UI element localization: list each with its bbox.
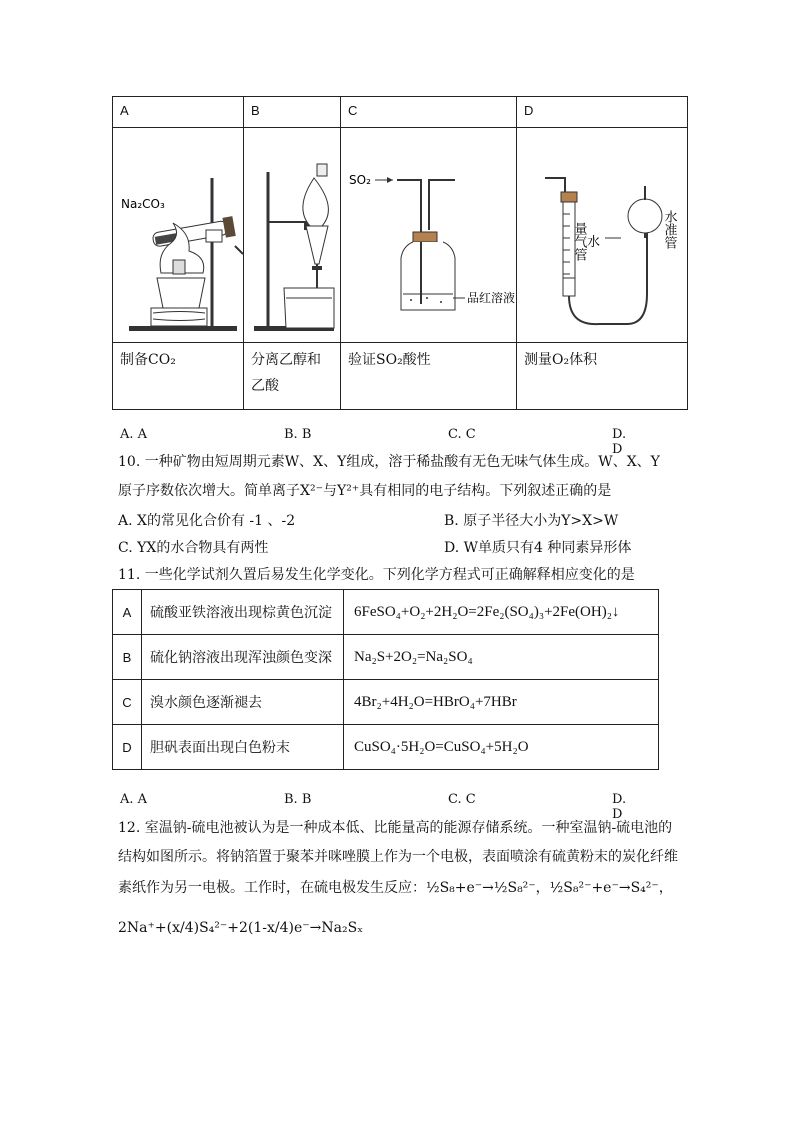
header-d: D — [517, 97, 688, 128]
row-key: A — [113, 590, 142, 635]
gas-washing-bottle-diagram — [341, 128, 516, 338]
row-key: C — [113, 680, 142, 725]
q11-option-c[interactable]: C. C — [448, 792, 476, 807]
caption-c: 验证SO₂酸性 — [341, 343, 517, 410]
gas-burette-label: 量气管 — [571, 222, 587, 261]
row-equation: 4Br₂+4H₂O=HBrO₄+7HBr — [344, 680, 659, 725]
q10-stem-line-2: 原子序数依次增大。简单离子X²⁻与Y²⁺具有相同的电子结构。下列叙述正确的是 — [118, 483, 612, 499]
row-description: 溴水颜色逐渐褪去 — [142, 680, 344, 725]
q9-option-c[interactable]: C. C — [448, 427, 476, 442]
q9-option-d[interactable]: D. D — [612, 427, 627, 457]
table-row — [113, 680, 659, 725]
diagram-a-cell — [113, 128, 244, 343]
row-description: 胆矾表面出现白色粉末 — [142, 725, 344, 770]
q11-option-b[interactable]: B. B — [284, 792, 312, 807]
q12-line3-text: 素纸作为另一电极。工作时，在硫电极发生反应： — [118, 880, 426, 896]
q12-stem-line-3 — [118, 877, 673, 897]
q11-option-d[interactable]: D. D — [612, 792, 627, 822]
q12-stem-line-1: 12. 室温钠-硫电池被认为是一种成本低、比能量高的能源存储系统。一种室温钠-硫电池的 — [118, 820, 673, 836]
caption-d: 测量O₂体积 — [517, 343, 688, 410]
q10-option-b[interactable]: B. 原子半径大小为Y>X>W — [444, 513, 619, 529]
table-row — [113, 635, 659, 680]
table-row — [113, 590, 659, 635]
q12-line3-equations: ½S₈+e⁻→½S₈²⁻，½S₈²⁻+e⁻→S₄²⁻， — [426, 880, 673, 896]
q10-stem-line-1: 10. 一种矿物由短周期元素W、X、Y组成，溶于稀盐酸有无色无味气体生成。W、X、Y — [118, 454, 660, 470]
q9-option-a[interactable]: A. A — [120, 427, 148, 442]
q12-stem-line-4: 2Na⁺+(x/4)S₄²⁻+2(1-x/4)e⁻→Na₂Sₓ — [118, 920, 364, 936]
row-key: D — [113, 725, 142, 770]
row-equation: CuSO₄·5H₂O=CuSO₄+5H₂O — [344, 725, 659, 770]
diagram-b-cell — [244, 128, 341, 343]
caption-a: 制备CO₂ — [113, 343, 244, 410]
q11-equation-table — [112, 589, 659, 770]
header-c: C — [341, 97, 517, 128]
separatory-funnel-diagram — [244, 128, 340, 338]
row-equation: 6FeSO₄+O₂+2H₂O=2Fe₂(SO₄)₃+2Fe(OH)₂↓ — [344, 590, 659, 635]
q11-stem: 11. 一些化学试剂久置后易发生化学变化。下列化学方程式可正确解释相应变化的是 — [118, 567, 635, 583]
table-row — [113, 725, 659, 770]
q10-option-c[interactable]: C. YX的水合物具有两性 — [118, 540, 269, 556]
header-b: B — [244, 97, 341, 128]
pinkred-solution-label: 品红溶液 — [467, 291, 516, 305]
na2co3-label: Na₂CO₃ — [121, 197, 165, 211]
gas-burette-diagram — [517, 128, 687, 338]
q11-option-a[interactable]: A. A — [120, 792, 148, 807]
row-equation: Na₂S+2O₂=Na₂SO₄ — [344, 635, 659, 680]
row-description: 硫酸亚铁溶液出现棕黄色沉淀 — [142, 590, 344, 635]
co2-generation-apparatus-diagram — [113, 128, 243, 338]
diagram-d-cell — [517, 128, 688, 343]
q10-option-d[interactable]: D. W单质只有4 种同素异形体 — [444, 540, 632, 556]
caption-b: 分离乙醇和乙酸 — [244, 343, 341, 410]
leveling-tube-label: 水准管 — [661, 210, 677, 249]
q12-stem-line-2: 结构如图所示。将钠箔置于聚苯并咪唑膜上作为一个电极，表面喷涂有硫黄粉末的炭化纤维 — [118, 849, 678, 865]
row-description: 硫化钠溶液出现浑浊颜色变深 — [142, 635, 344, 680]
q9-apparatus-table — [112, 96, 688, 410]
q9-option-b[interactable]: B. B — [284, 427, 312, 442]
water-label: 水 — [587, 235, 601, 250]
q10-option-a[interactable]: A. X的常见化合价有 -1 、-2 — [118, 513, 296, 529]
so2-gas-label: SO₂ — [349, 173, 371, 187]
header-a: A — [113, 97, 244, 128]
diagram-c-cell — [341, 128, 517, 343]
row-key: B — [113, 635, 142, 680]
